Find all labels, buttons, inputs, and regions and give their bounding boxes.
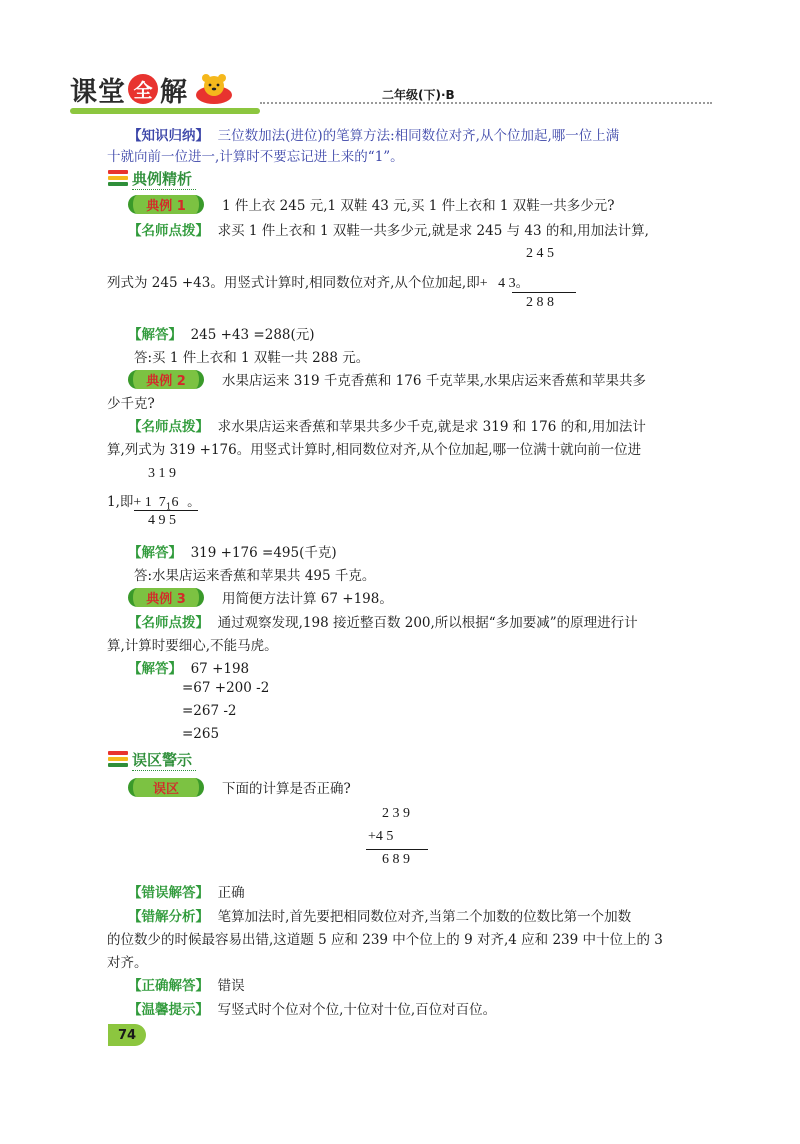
logo-text-2: 解 xyxy=(160,76,188,108)
example-2-tip-2: 算,列式为 319 +176。用竖式计算时,相同数位对齐,从个位加起,哪一位满十就向前一位进 xyxy=(107,442,642,458)
example-1-tip: 【名师点拨】 求买 1 件上衣和 1 双鞋一共多少元,就是求 245 与 43 的和,用加法计算, xyxy=(128,223,649,239)
example-3-step-3: =267 -2 xyxy=(182,703,237,719)
example-3-tip: 【名师点拨】 通过观察发现,198 接近整百数 200,所以根据“多加要减”的原理进行计 xyxy=(128,615,638,631)
mistake-hint: 【温馨提示】 写竖式时个位对个位,十位对十位,百位对百位。 xyxy=(128,1002,497,1018)
example-2-tip: 【名师点拨】 求水果店运来香蕉和苹果共多少千克,就是求 319 和 176 的和,用加法计 xyxy=(128,419,646,435)
section-title-examples: 典例精析 xyxy=(108,168,196,190)
example-1-reply: 答:买 1 件上衣和 1 双鞋一共 288 元。 xyxy=(134,350,370,366)
example-1-answer: 【解答】 245 +43 =288(元) xyxy=(128,327,315,343)
mistake-analysis-2: 的位数少的时候最容易出错,这道题 5 应和 239 中个位上的 9 对齐,4 应和 239 中十位上的 3 xyxy=(107,932,663,948)
mistake-question: 下面的计算是否正确? xyxy=(222,781,351,797)
logo-circle: 全 xyxy=(128,74,158,104)
example-1-vertical-bot: 2 8 8 xyxy=(526,295,554,310)
grade-label: 二年级(下)·B xyxy=(382,88,455,102)
example-2-vertical-rule xyxy=(134,510,198,511)
section-bars-icon xyxy=(108,170,128,188)
example-1-vertical-top: 2 4 5 xyxy=(526,246,554,261)
header-accent-bar xyxy=(70,108,260,114)
example-3-tip-2: 算,计算时要细心,不能马虎。 xyxy=(107,638,278,654)
example-1-tip-2: 列式为 245 +43。用竖式计算时,相同数位对齐,从个位加起,即+ 4 3。 xyxy=(107,275,530,291)
book-logo xyxy=(70,70,234,108)
example-3-question: 用简便方法计算 67 +198。 xyxy=(222,591,393,607)
example-2-question: 水果店运来 319 千克香蕉和 176 千克苹果,水果店运来香蕉和苹果共多 xyxy=(222,373,646,389)
example-2-reply: 答:水果店运来香蕉和苹果共 495 千克。 xyxy=(134,568,376,584)
example-2-vertical-top: 3 1 9 xyxy=(148,466,176,481)
mistake-correct-answer: 【正确解答】 错误 xyxy=(128,978,245,994)
example-1-question: 1 件上衣 245 元,1 双鞋 43 元,买 1 件上衣和 1 双鞋一共多少元? xyxy=(222,198,615,214)
example-2-label: 典例 2 xyxy=(128,370,204,389)
knowledge-text-1: 三位数加法(进位)的笔算方法:相同数位对齐,从个位加起,哪一位上满 xyxy=(217,128,620,144)
example-1-vertical-mid: + 4 3 xyxy=(479,276,516,291)
knowledge-line-1 xyxy=(128,124,619,144)
example-3-step-4: =265 xyxy=(182,726,220,742)
mistake-analysis: 【错解分析】 笔算加法时,首先要把相同数位对齐,当第二个加数的位数比第一个加数 xyxy=(128,909,632,925)
page-number: 74 xyxy=(108,1024,146,1046)
example-1-vertical-rule xyxy=(512,292,576,293)
section-bars-icon xyxy=(108,751,128,769)
example-2-vertical-mid: + 1 7 xyxy=(133,495,166,510)
example-3-answer: 【解答】 67 +198 xyxy=(128,661,250,677)
mistake-vertical-bot: 6 8 9 xyxy=(382,852,410,867)
example-2-vertical-bot: 4 9 5 xyxy=(148,513,176,528)
header-dotted-rule xyxy=(260,102,712,104)
example-3-label: 典例 3 xyxy=(128,588,204,607)
mistake-vertical-rule xyxy=(366,849,428,850)
knowledge-line-2: 十就向前一位进一,计算时不要忘记进上来的“1”。 xyxy=(107,149,404,165)
mistake-vertical-mid: +4 5 xyxy=(368,829,394,844)
mistake-vertical-top: 2 3 9 xyxy=(382,806,410,821)
mistake-label: 误区 xyxy=(128,778,204,797)
section-title-mistakes: 误区警示 xyxy=(108,749,196,771)
logo-text-1: 课堂 xyxy=(70,76,126,108)
example-2-carry: 1 xyxy=(165,502,172,513)
mistake-analysis-3: 对齐。 xyxy=(107,955,148,971)
example-2-tip-3: 1,即+ 1 $7_16$ 。 xyxy=(107,494,201,513)
example-1-label: 典例 1 xyxy=(128,195,204,214)
knowledge-tag: 【知识归纳】 xyxy=(128,128,209,144)
example-3-step-2: =67 +200 -2 xyxy=(182,680,270,696)
mistake-wrong-answer: 【错误解答】 正确 xyxy=(128,885,245,901)
bear-mascot-icon xyxy=(194,73,234,105)
example-2-question-2: 少千克? xyxy=(107,396,155,412)
example-2-answer: 【解答】 319 +176 =495(千克) xyxy=(128,545,337,561)
